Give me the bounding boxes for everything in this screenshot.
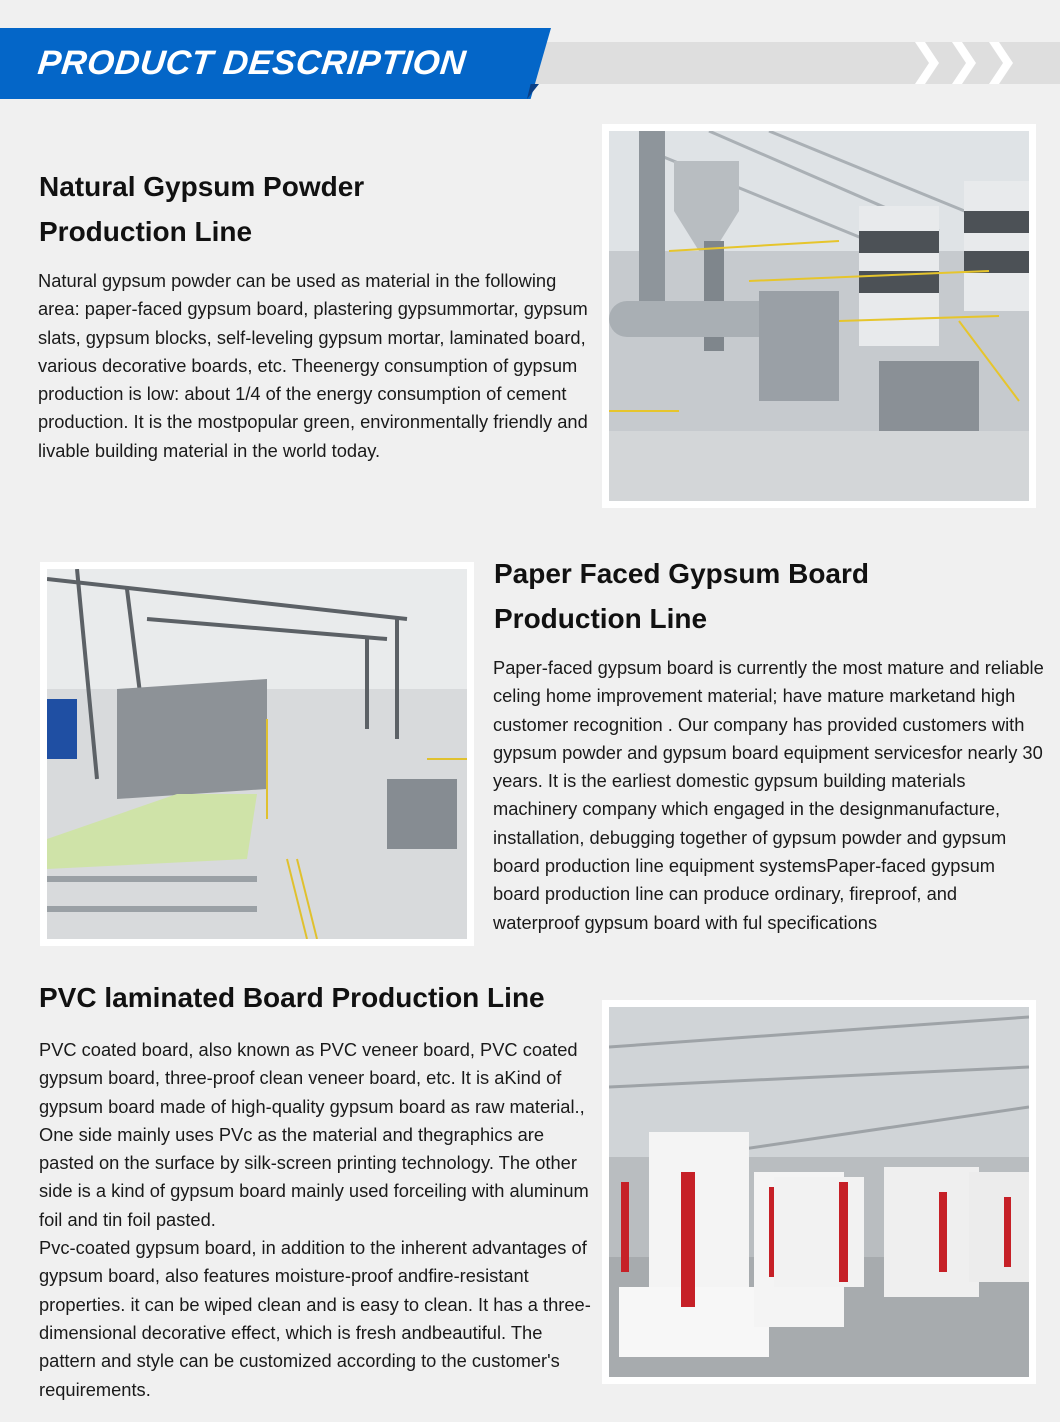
pvc-press-machines-photo bbox=[609, 1007, 1029, 1377]
photo-frame bbox=[602, 1000, 1036, 1384]
title-line: Natural Gypsum Powder bbox=[39, 171, 365, 202]
chevron-right-icon bbox=[915, 42, 1027, 84]
photo-frame bbox=[602, 124, 1036, 508]
section-body-paper-faced-board bbox=[493, 654, 1045, 937]
section-body-pvc-laminated-board bbox=[39, 1036, 595, 1404]
body-paragraph: Natural gypsum powder can be used as material in the following area: paper-faced gypsum board, plastering gypsummortar, gypsum slats, gypsum blocks, self-leveling gypsum mortar, laminated board, various decorative boards, etc. Theenergy consumption of gypsum production is low: about 1/4 of the energy consumption of cement production. It is the mostpopular green, environmentally friendly and livable building material in the world today. bbox=[38, 270, 588, 461]
body-paragraph: Pvc-coated gypsum board, in addition to the inherent advantages of gypsum board, also features moisture-proof andfire-resistant properties. it can be wiped clean and is easy to clean. It has a three-dimensional decorative effect, which is fresh andbeautiful. The pattern and style can be customized according to the customer's requirements. bbox=[39, 1237, 591, 1400]
header-title: PRODUCT DESCRIPTION bbox=[36, 44, 468, 82]
title-line: PVC laminated Board Production Line bbox=[39, 982, 545, 1013]
body-paragraph: PVC coated board, also known as PVC veneer board, PVC coated gypsum board, three-proof clean veneer board, etc. It is aKind of gypsum board made of high-quality gypsum board as raw material., One side mainly uses PVc as the material and thegraphics are pasted on the surface by silk-screen printing technology. The other side is a kind of gypsum board mainly used forceiling with aluminum foil and tin foil pasted. bbox=[39, 1039, 589, 1230]
section-header bbox=[0, 0, 1060, 110]
photo-frame bbox=[40, 562, 474, 946]
section-title-paper-faced-board bbox=[494, 551, 869, 641]
section-title-pvc-laminated-board bbox=[39, 975, 545, 1020]
gypsum-board-line-photo bbox=[47, 569, 467, 939]
section-body-natural-gypsum bbox=[38, 267, 594, 465]
section-title-natural-gypsum bbox=[39, 164, 364, 254]
gypsum-powder-plant-photo bbox=[609, 131, 1029, 501]
title-line: Production Line bbox=[39, 216, 253, 247]
body-paragraph: Paper-faced gypsum board is currently the most mature and reliable celing home improvement material; have mature marketand high customer recognition . Our company has provided customers with gypsum powder and gypsum board equipment servicesfor nearly 30 years. It is the earliest domestic gypsum building materials machinery company which engaged in the designmanufacture, installation, debugging together of gypsum powder and gypsum board production line equipment systemsPaper-faced gypsum board production line can produce ordinary, fireproof, and waterproof gypsum board with ful specifications bbox=[493, 657, 1044, 933]
title-line: Production Line bbox=[494, 603, 708, 634]
title-line: Paper Faced Gypsum Board bbox=[494, 558, 870, 589]
